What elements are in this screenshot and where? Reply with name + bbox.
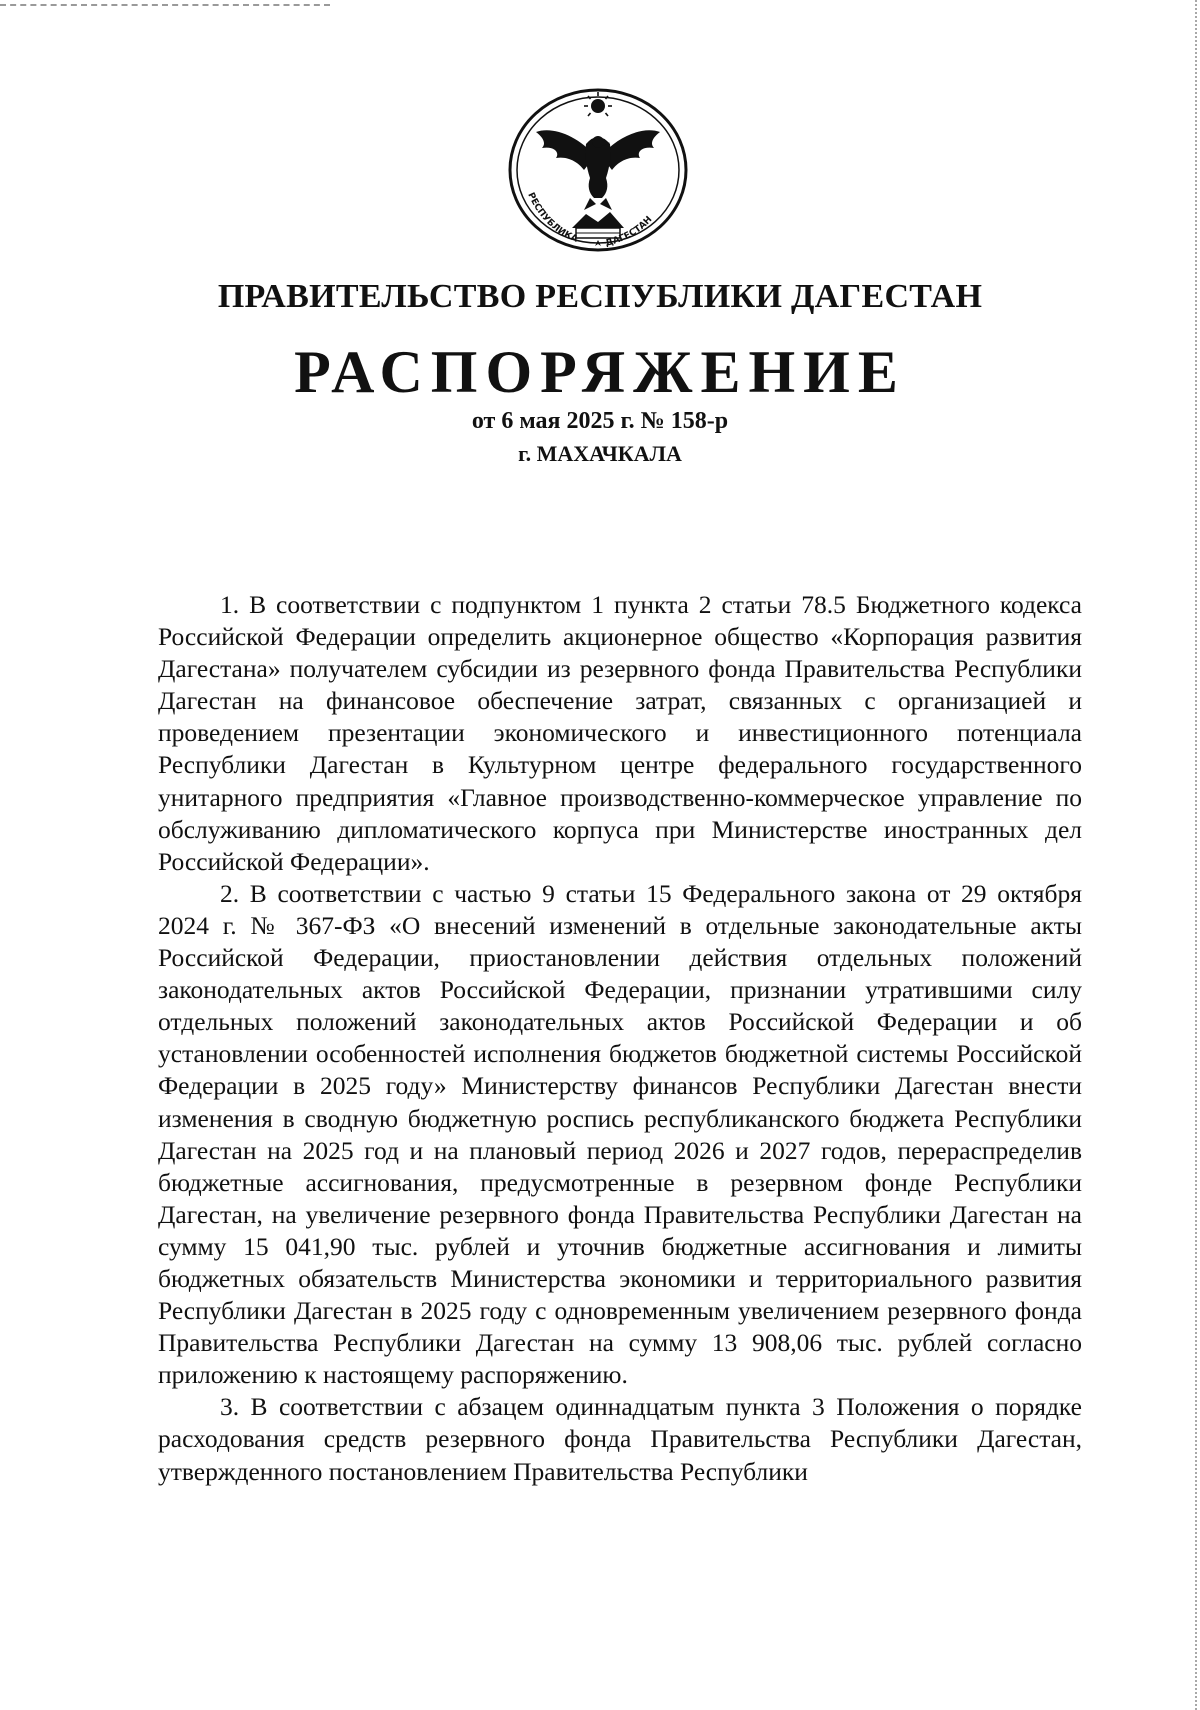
mountains-icon [572, 212, 624, 238]
eagle-icon [536, 130, 660, 210]
paragraph-1: 1. В соответствии с подпунктом 1 пункта 2 статьи 78.5 Бюджетного кодекса Российской Федерации определить акционерное общество «Корпорация развития Дагестана» получателем субсидии из резервного фонда Правительства Республики Дагестан на финансовое обеспечение затрат, связанных с организацией и проведением презентации экономического и инвестиционного потенциала Республики Дагестан в Культурном центре федерального государственного унитарного предприятия «Главное производственно-коммерческое управление по обслуживанию дипломатического корпуса при Министерстве иностранных дел Российской Федерации». [158, 590, 1082, 876]
sun-icon [584, 92, 612, 116]
paragraph-3: 3. В соответствии с абзацем одиннадцатым пункта 3 Положения о порядке расходования средств резервного фонда Правительства Республики Дагестан, утвержденного постановлением Правительства Республики [158, 1392, 1082, 1486]
svg-text:РЕСПУБЛИКА: РЕСПУБЛИКА [525, 191, 580, 245]
government-title: ПРАВИТЕЛЬСТВО РЕСПУБЛИКИ ДАГЕСТАН [217, 278, 983, 315]
svg-text:ДАГЕСТАН: ДАГЕСТАН [604, 214, 655, 249]
paragraph-2: 2. В соответствии с частью 9 статьи 15 Федерального закона от 29 октября 2024 г. № 367-ФЗ «О внесений изменений в отдельные законодательные акты Российской Федерации, приостановлении действия отдельных положений законодательных актов Российской Федерации, признании утратившими силу отдельных положений законодательных актов Российской Федерации и об установлении особенностей исполнения бюджетов бюджетной системы Российской Федерации в 2025 году» Министерству финансов Республики Дагестан внести изменения в сводную бюджетную роспись республиканского бюджета Республики Дагестан на 2025 год и на плановый период 2026 и 2027 годов, перераспределив бюджетные ассигнования, предусмотренные в резервном фонде Республики Дагестан, на увеличение резервного фонда Правительства Республики Дагестан на сумму 15 041,90 тыс. рублей и уточнив бюджетные ассигнования и лимиты бюджетных обязательств Министерства экономики и территориального развития Республики Дагестан в 2025 году с одновременным увеличением резервного фонда Правительства Республики Дагестан на сумму 13 908,06 тыс. рублей согласно приложению к настоящему распоряжению. [158, 878, 1082, 1390]
document-body [158, 589, 1082, 1488]
document-date-number: от 6 мая 2025 г. № 158-р [471, 408, 729, 434]
scan-border-right [1195, 0, 1197, 1710]
scan-border-top [0, 4, 330, 6]
document-city: г. МАХАЧКАЛА [518, 441, 682, 466]
document-type-title: РАСПОРЯЖЕНИЕ [294, 339, 906, 405]
coat-of-arms-icon [498, 86, 698, 252]
